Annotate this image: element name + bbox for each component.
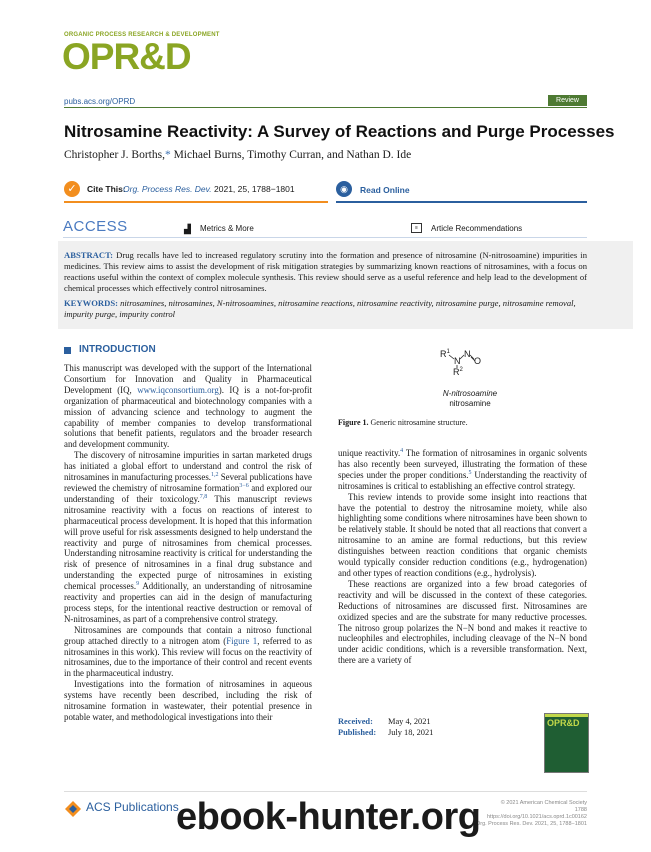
acs-publications-logo[interactable]: ACS Publications	[86, 800, 179, 814]
read-online-underline	[336, 201, 587, 203]
structure-name	[420, 389, 520, 408]
figure-caption-text: Generic nitrosamine structure.	[368, 418, 468, 427]
structure-o: O	[474, 356, 482, 366]
structure-r1: $R^1$	[440, 349, 450, 359]
paragraph: This manuscript was developed with the support of the International Consortium for Innovation and Quality in Pharmaceutical Development (IQ, www.iqconsortium.org). IQ is a not-for-profit organization of pharmaceutical and biotechnology companies with a mission of advancing science and technology to augment the capability of member companies to develop transformational solutions that benefit patients, regulators and the broader research and development community.	[64, 363, 312, 450]
journal-cover-thumbnail[interactable]	[544, 713, 589, 773]
first-author[interactable]: Christopher J. Borths,	[64, 149, 165, 161]
cite-checkmark-icon[interactable]: ✓	[64, 181, 80, 197]
right-column	[338, 448, 587, 666]
doi-link[interactable]: https://doi.org/10.1021/acs.oprd.1c00162	[487, 814, 587, 820]
watermark: ebook-hunter.org	[176, 796, 481, 838]
recommendations-icon[interactable]: ≡	[411, 223, 422, 233]
paragraph: The discovery of nitrosamine impurities in sartan marketed drugs has initiated a global effort to understand and control the risk of nitrosamines in manufacturing processes.$^{1,2}$ Several publications have reviewed the chemistry of nitrosamine formation$^{3-6}$ and explored our understanding of their toxicology.$^{7,8}$ This manuscript reviews nitrosamine reactivity with a focus on reactions of interest to pharmaceutical process development. It is hoped that this information will prove useful for risk assessments designed to help understand the reactivity and purge of nitrosamines from chemical processes. Understanding nitrosamine reactivity is critical for understanding the risk of presence of nitrosamines in a final drug substance and understanding the expected purge of nitrosamines in existing chemical processes.$^9$ Additionally, an understanding of nitrosamine reactivity and properties can aid in the design of manufacturing process steps, for the intentional reactive destruction or removal of N-nitrosamines, as part of a comprehensive control strategy.	[64, 450, 313, 624]
acs-logo-icon[interactable]	[64, 800, 82, 818]
metrics-button[interactable]: Metrics & More	[200, 224, 254, 233]
received-date: May 4, 2021	[388, 717, 431, 726]
structure-name-line2: nitrosamine	[449, 398, 491, 408]
figure-1-link[interactable]: Figure 1	[226, 635, 258, 646]
journal-url-link[interactable]: pubs.acs.org/OPRD	[64, 97, 136, 106]
structure-n2: N	[464, 349, 471, 359]
received-label: Received:	[338, 717, 373, 726]
paragraph: Nitrosamines are compounds that contain a nitroso functional group attached directly to a nitrogen atom (Figure 1, referred to as nitrosamines in this work). This review will focus on the reactivity of nitrosamines, due to the importance of their control and recent events in the pharmaceutical industry.	[64, 624, 312, 679]
other-authors[interactable]: Michael Burns, Timothy Curran, and Nathan D. Ide	[170, 149, 412, 161]
citation-ref[interactable]: 3−6	[239, 483, 249, 489]
abstract	[64, 250, 587, 294]
published-label: Published:	[338, 728, 377, 737]
citation-reference	[123, 184, 295, 194]
citation-journal: Org. Process Res. Dev.	[123, 184, 212, 194]
recommendations-button[interactable]: Article Recommendations	[431, 224, 523, 233]
footer-info: © 2021 American Chemical Society 1788 https://doi.org/10.1021/acs.oprd.1c00162 Org. Process Res. Dev. 2021, 25, 1788−1801	[330, 800, 587, 828]
structure-n1: N	[454, 356, 461, 366]
article-title: Nitrosamine Reactivity: A Survey of Reactions and Purge Processes	[64, 122, 615, 141]
iq-link[interactable]: www.iqconsortium.org	[137, 384, 219, 395]
access-divider	[63, 237, 587, 238]
structure-r2: $R^2$	[453, 367, 463, 377]
citation-ref[interactable]: 7,8	[199, 493, 208, 500]
paragraph: These reactions are organized into a few broad categories of reactivity and will be discussed in the context of these categories. Reductions of nitrosamines are discussed first. Nitrosamines are oxidized species and are the substrate for many reductive processes. The nitroso group polarizes the N−N bond and makes it reactive to nucleophiles and electrophiles, including cleavage of the N−N bond under acidic conditions, which is a reversible transformation. Next, there are a variety of	[338, 578, 587, 666]
paragraph: This review intends to provide some insight into reactions that have the potential to destroy the nitrosamine moiety, while also highlighting some conditions where nitrosamines have been shown to be relatively stable. It should be noted that all reactions that convert a nitrosamine to an amine are formal reductions, but this review distinguishes between reaction conditions that organic chemists would typically consider reduction conditions (e.g., hydrogenation) and other types of reaction conditions (e.g., hydrolysis).	[338, 491, 587, 578]
access-label: ACCESS	[63, 218, 128, 235]
section-square-icon	[64, 347, 71, 354]
keywords	[64, 298, 587, 320]
journal-logo[interactable]: OPR&D	[62, 36, 191, 77]
published-date: July 18, 2021	[388, 728, 434, 737]
paragraph: unique reactivity.$^4$ The formation of nitrosamines in organic solvents has also recently been surveyed, illustrating the formation of these species under the proper conditions.$^5$ Understanding the reactivity of nitrosamines is critical to establishing an effective control strategy.	[338, 448, 588, 491]
citation-details: 2021, 25, 1788−1801	[211, 184, 295, 194]
cite-underline	[64, 201, 328, 203]
footer-divider	[64, 791, 587, 792]
read-online-icon[interactable]: ◉	[336, 181, 352, 197]
left-column	[64, 363, 312, 723]
keywords-label: KEYWORDS:	[64, 298, 118, 308]
header-divider	[64, 107, 587, 108]
cover-logo: OPR&D	[547, 718, 580, 728]
paragraph: Investigations into the formation of nitrosamines in aqueous systems have recently been described, including the risk of nitrosamine formation in wastewater, their potential presence in potable water, and methodological investigations into their	[64, 679, 312, 722]
read-online-button[interactable]: Read Online	[360, 185, 410, 195]
abstract-body: Drug recalls have led to increased regulatory scrutiny into the formation and presence of nitrosamine (N-nitrosoamine) impurities in medicines. This review aims to assist the development of risk mitigation strategies by summarizing known reactions of nitrosamines, with a focus on reactions useful within the context of complex molecule synthesis. This review should serve as a useful reference and help lead to the development of chemical processes which effectively control nitrosamines.	[64, 250, 587, 293]
structure-bonds	[440, 349, 500, 379]
citation-ref[interactable]: 1,2	[211, 472, 219, 479]
abstract-label: ABSTRACT:	[64, 250, 114, 260]
keywords-list[interactable]: nitrosamines, nitrosamines, N-nitrosoamines, nitrosamine reactions, nitrosamine reactivity, nitrosamine purge, nitrosamine removal, impurity purge, impurity control	[64, 298, 576, 319]
figure-caption	[338, 418, 468, 427]
corresponding-author-icon[interactable]: *	[164, 149, 171, 161]
cite-this-label[interactable]: Cite This:	[87, 184, 126, 194]
journal-subtitle: ORGANIC PROCESS RESEARCH & DEVELOPMENT	[64, 32, 220, 38]
introduction-heading: INTRODUCTION	[79, 344, 156, 355]
figure-caption-label: Figure 1.	[338, 418, 369, 427]
structure-name-line1: N-nitrosoamine	[442, 389, 498, 398]
nitrosamine-structure	[440, 349, 500, 379]
review-badge: Review	[548, 95, 587, 106]
citation-ref[interactable]: 5	[468, 469, 472, 476]
citation-ref[interactable]: 9	[136, 581, 140, 588]
citation-ref[interactable]: 4	[400, 448, 404, 455]
author-list	[64, 149, 411, 161]
publication-dates	[338, 716, 433, 738]
bar-chart-icon[interactable]: ▟	[184, 224, 191, 234]
